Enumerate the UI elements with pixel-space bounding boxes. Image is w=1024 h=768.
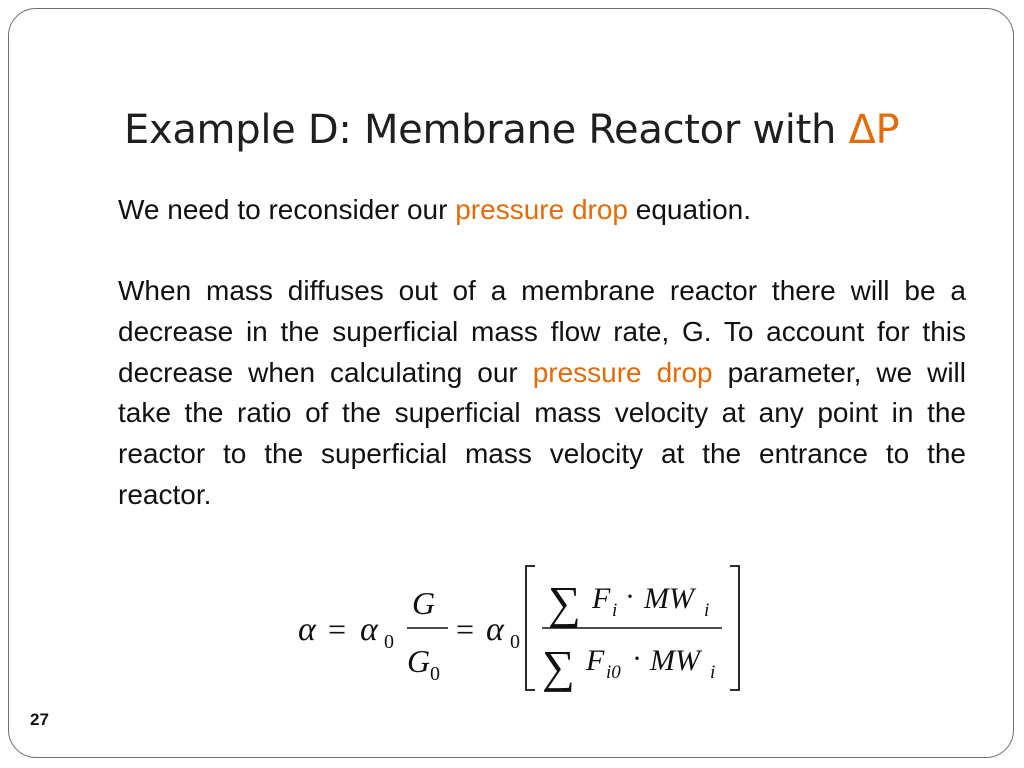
- eq-mw-denominator-sub: i: [710, 662, 716, 683]
- page-number: 27: [30, 710, 49, 729]
- eq-alpha: α: [298, 611, 316, 648]
- eq-f-numerator: F: [592, 582, 611, 615]
- eq-alpha0-2: α: [486, 611, 504, 648]
- eq-alpha0-2-sub: 0: [510, 631, 520, 653]
- eq-equals-2: =: [456, 611, 475, 647]
- eq-dot-denominator: ·: [632, 642, 642, 675]
- eq-left-bracket: [526, 566, 535, 690]
- eq-f-numerator-sub: i: [612, 600, 618, 621]
- eq-g-denominator-sub: 0: [430, 663, 440, 685]
- eq-dot-numerator: ·: [625, 580, 635, 613]
- body-paragraph: [118, 271, 966, 516]
- eq-mw-numerator-sub: i: [704, 600, 710, 621]
- intro-line: [118, 190, 966, 230]
- eq-right-bracket: [730, 566, 739, 690]
- paragraph-part2: parameter, we will take the ratio of the superficial mass velocity at any point in the reactor to the superficial mass velocity at the entrance to the reactor.: [118, 356, 966, 510]
- eq-f-denominator-sub: i0: [606, 662, 621, 683]
- eq-sum-numerator: ∑: [548, 577, 581, 628]
- eq-mw-denominator: MW: [650, 644, 700, 677]
- equation: [290, 560, 760, 700]
- intro-highlight: pressure drop: [455, 194, 628, 225]
- eq-g-denominator: G: [407, 643, 431, 679]
- eq-sum-denominator: ∑: [542, 641, 575, 692]
- paragraph-part1: When mass diffuses out of a membrane reactor there will be a decrease in the superficial mass flow rate, G. To account for this decrease when calculating our: [118, 275, 966, 388]
- eq-alpha0-1-sub: 0: [384, 631, 394, 653]
- eq-f-denominator: F: [586, 644, 605, 677]
- eq-alpha0-1: α: [360, 611, 378, 648]
- eq-mw-numerator: MW: [644, 582, 694, 615]
- eq-g-numerator: G: [412, 585, 436, 621]
- slide-title: [124, 102, 1004, 158]
- intro-after: equation.: [628, 194, 751, 225]
- title-main: Example D: Membrane Reactor with: [124, 107, 849, 153]
- intro-before: We need to reconsider our: [118, 194, 456, 225]
- paragraph-highlight: pressure drop: [532, 356, 713, 388]
- eq-equals-1: =: [328, 611, 347, 647]
- title-accent: ΔP: [848, 107, 900, 153]
